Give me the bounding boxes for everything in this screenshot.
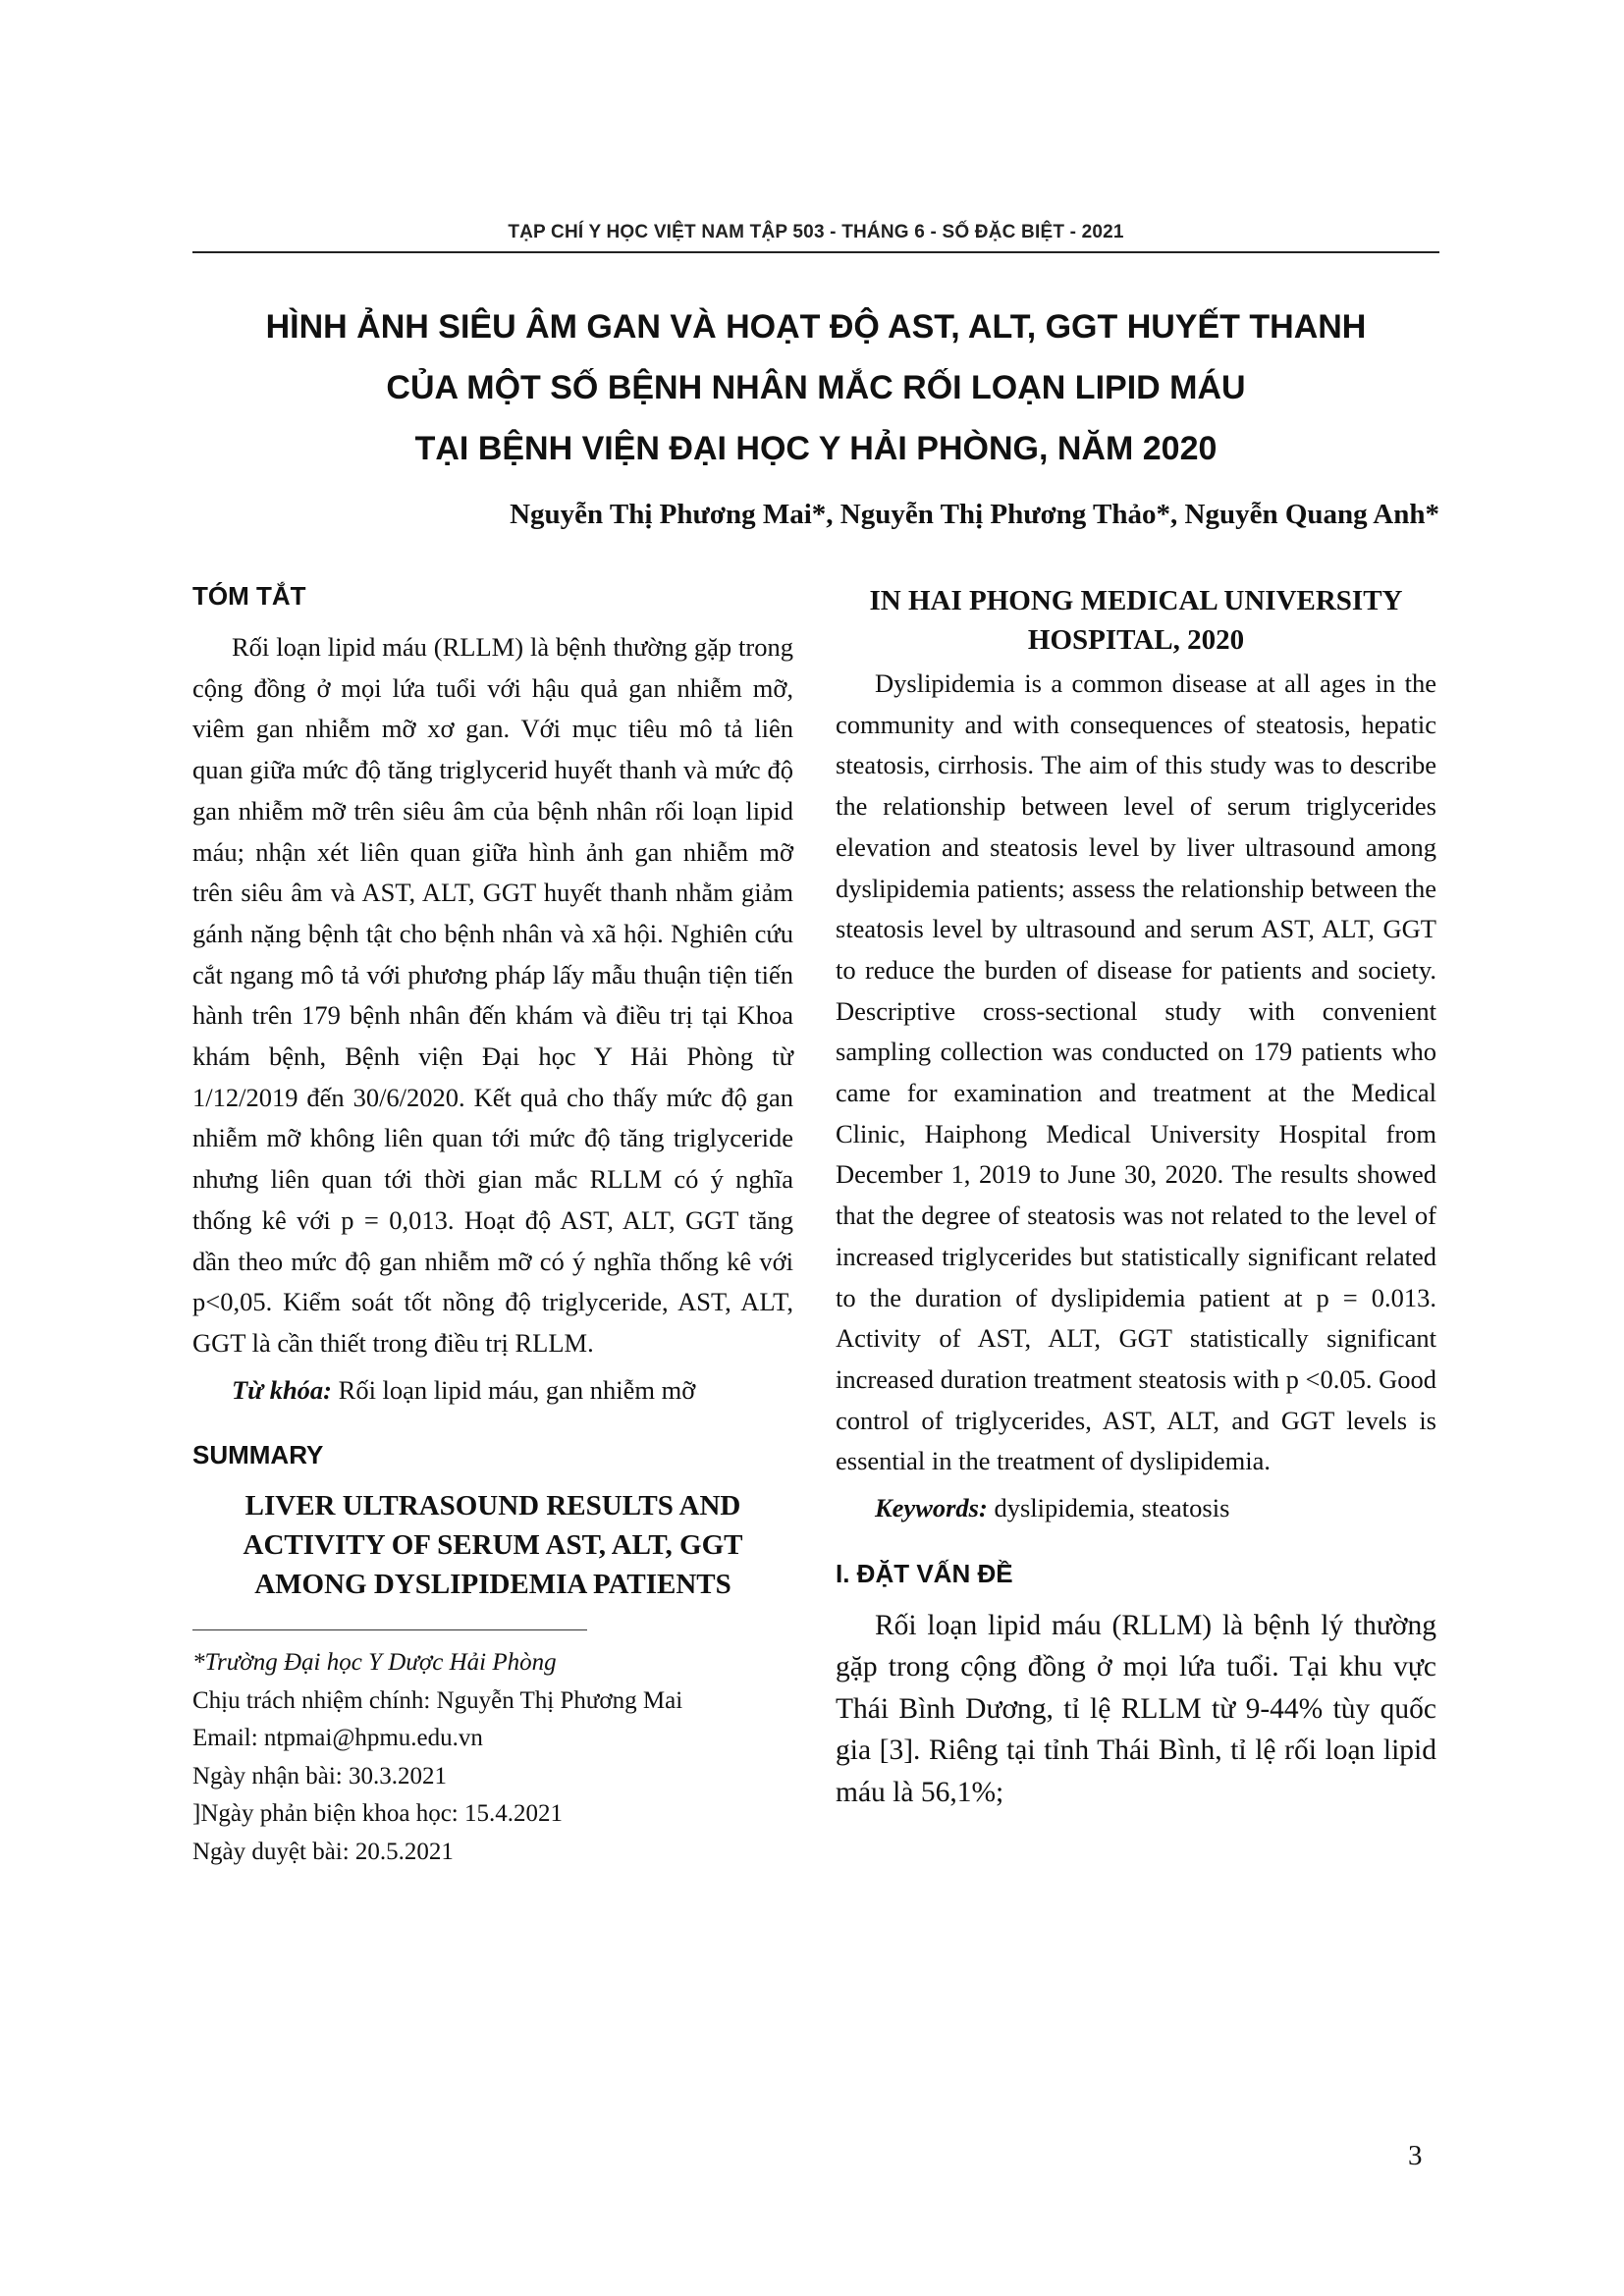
section-1-heading: I. ĐẶT VẤN ĐỀ [836,1558,1013,1588]
title-line-3: TẠI BỆNH VIỆN ĐẠI HỌC Y HẢI PHÒNG, NĂM 2020 [414,430,1218,467]
keywords-vi-value: Rối loạn lipid máu, gan nhiễm mỡ [338,1374,696,1405]
article-title [192,296,1439,479]
abstract-vi-text: Rối loạn lipid máu (RLLM) là bệnh thường gặp trong cộng đồng ở mọi lứa tuổi với hậu quả gan nhiễm mỡ, viêm gan nhiễm mỡ xơ gan. Với mục tiêu mô tả liên quan giữa mức độ tăng triglycerid huyết thanh và mức độ gan nhiễm mỡ trên siêu âm của bệnh nhân rối loạn lipid máu; nhận xét liên quan giữa hình ảnh gan nhiễm mỡ trên siêu âm và AST, ALT, GGT huyết thanh nhằm giảm gánh nặng bệnh tật cho bệnh nhân và xã hội. Nghiên cứu cắt ngang mô tả với phương pháp lấy mẫu thuận tiện tiến hành trên 179 bệnh nhân đến khám và điều trị tại Khoa khám bệnh, Bệnh viện Đại học Y Hải Phòng từ 1/12/2019 đến 30/6/2020. Kết quả cho thấy mức độ gan nhiễm mỡ không liên quan tới mức độ tăng triglyceride nhưng liên quan tới thời gian mắc RLLM có ý nghĩa thống kê với p = 0,013. Hoạt độ AST, ALT, GGT tăng dần theo mức độ gan nhiễm mỡ có ý nghĩa thống kê với p<0,05. Kiểm soát tốt nồng độ triglyceride, AST, ALT, GGT là cần thiết trong điều trị RLLM. [192,632,793,1358]
header-rule [192,251,1439,253]
keywords-en-label: Keywords: [875,1493,988,1523]
section-1-text: Rối loạn lipid máu (RLLM) là bệnh lý thường gặp trong cộng đồng ở mọi lứa tuổi. Tại khu vực Thái Bình Dương, tỉ lệ RLLM từ 9-44% tùy quốc gia [3]. Riêng tại tỉnh Thái Bình, tỉ lệ rối loạn lipid máu là 56,1%; [836,1609,1436,1808]
summary-title-part-1: LIVER ULTRASOUND RESULTS AND ACTIVITY OF SERUM AST, ALT, GGT AMONG DYSLIPIDEMIA PATIENTS [243,1490,743,1601]
keywords-vi [192,1370,793,1412]
summary-title-part-2: IN HAI PHONG MEDICAL UNIVERSITY HOSPITAL, 2020 [869,585,1403,656]
summary-heading: SUMMARY [192,1440,324,1470]
running-header: TẠP CHÍ Y HỌC VIỆT NAM TẬP 503 - THÁNG 6 - SỐ ĐẶC BIỆT - 2021 [508,222,1124,242]
footnote-rule [192,1629,587,1630]
authors: Nguyễn Thị Phương Mai*, Nguyễn Thị Phương Thảo*, Nguyễn Quang Anh* [510,499,1439,530]
footnote-reviewed: ]Ngày phản biện khoa học: 15.4.2021 [192,1800,564,1828]
summary-text: Dyslipidemia is a common disease at all ages in the community and with consequences of steatosis, hepatic steatosis, cirrhosis. The aim of this study was to describe the relationship between level of serum triglycerides elevation and steatosis level by liver ultrasound among dyslipidemia patients; assess the relationship between the steatosis level by ultrasound and serum AST, ALT, GGT to reduce the burden of disease for patients and society. Descriptive cross-sectional study with convenient sampling collection was conducted on 179 patients who came for examination and treatment at the Medical Clinic, Haiphong Medical University Hospital from December 1, 2019 to June 30, 2020. The results showed that the degree of steatosis was not related to the level of increased triglycerides but statistically significant related to the duration of dyslipidemia patient at p = 0.013. Activity of AST, ALT, GGT statistically significant increased duration treatment steatosis with p <0.05. Good control of triglycerides, AST, ALT, and GGT levels is essential in the treatment of dyslipidemia. [836,668,1436,1476]
left-column [192,571,793,1871]
right-column [836,571,1436,1813]
keywords-en [836,1488,1436,1529]
abstract-vi-heading: TÓM TẮT [192,581,306,611]
footnote-responsible: Chịu trách nhiệm chính: Nguyễn Thị Phương Mai [192,1686,683,1714]
footnote-received: Ngày nhận bài: 30.3.2021 [192,1762,447,1789]
footnote-approved: Ngày duyệt bài: 20.5.2021 [192,1838,454,1865]
page-number: 3 [1408,2140,1423,2171]
footnotes [192,1644,793,1871]
footnote-email: Email: ntpmai@hpmu.edu.vn [192,1725,483,1752]
keywords-vi-label: Từ khóa: [232,1374,333,1405]
title-line-1: HÌNH ẢNH SIÊU ÂM GAN VÀ HOẠT ĐỘ AST, ALT, GGT HUYẾT THANH [265,308,1367,346]
footnote-organization: *Trường Đại học Y Dược Hải Phòng [192,1649,557,1677]
title-line-2: CỦA MỘT SỐ BỆNH NHÂN MẮC RỐI LOẠN LIPID MÁU [386,369,1246,406]
keywords-en-value: dyslipidemia, steatosis [994,1493,1230,1523]
